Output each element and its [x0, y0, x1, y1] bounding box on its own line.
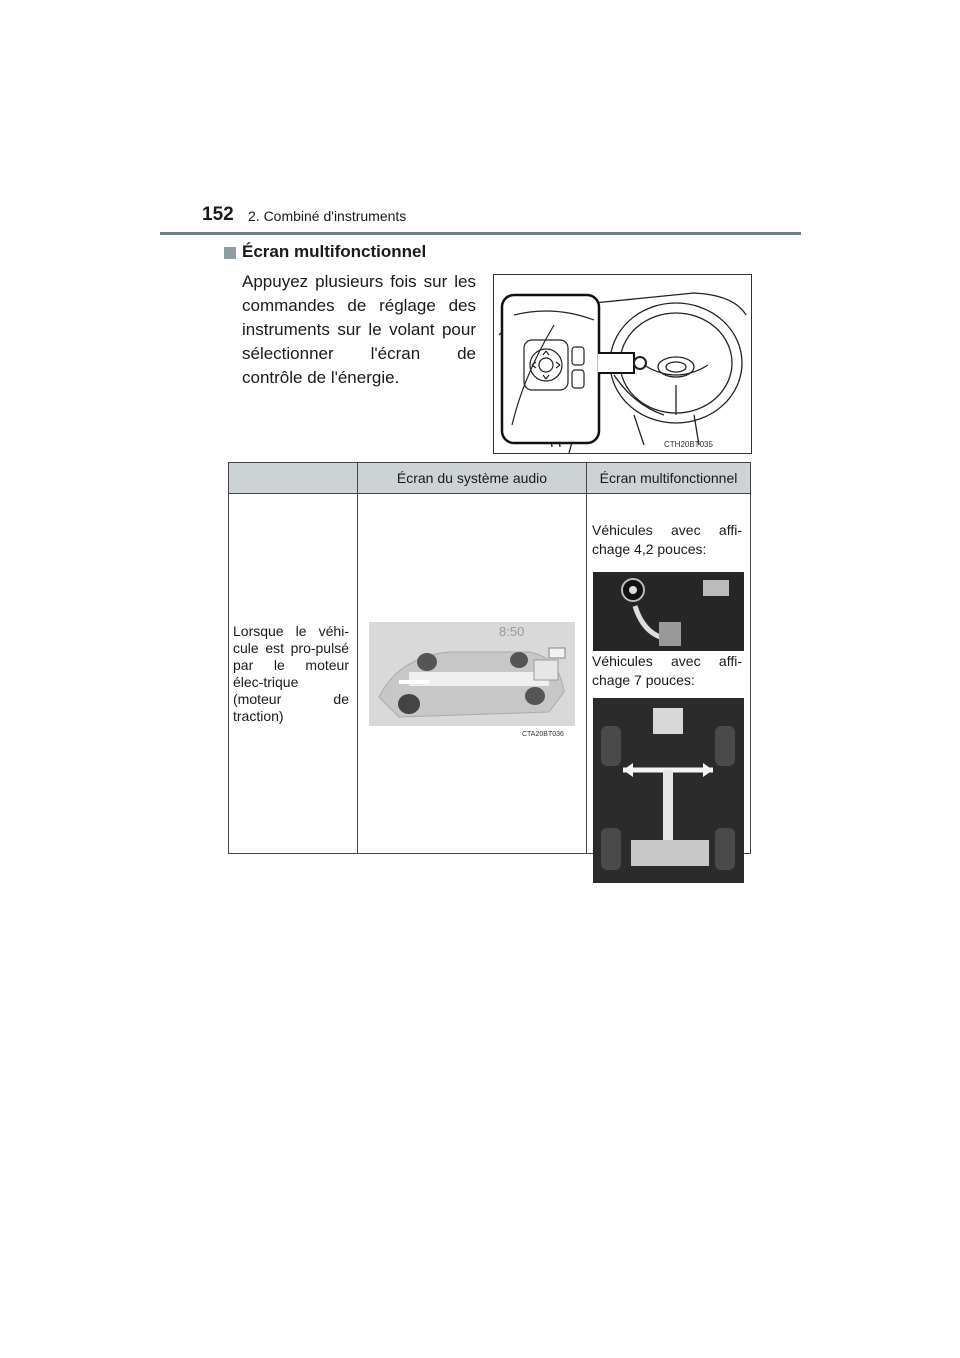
label-7-inch: Véhicules avec affi-chage 7 pouces: [592, 653, 742, 688]
header-cell-empty [229, 463, 358, 494]
page-number: 152 [202, 204, 234, 225]
audio-figure-code: CTA20BT036 [522, 731, 564, 738]
multi-display-cell [587, 494, 751, 854]
header-cell-multi: Écran multifonctionnel [587, 463, 751, 494]
audio-clock: 8:50 [499, 624, 525, 639]
chapter-title: 2. Combiné d'instruments [248, 208, 407, 224]
label-42-inch: Véhicules avec affi-chage 4,2 pouces: [592, 522, 742, 557]
instruction-text: Appuyez plusieurs fois sur les commandes de réglage des instruments sur le volant pour sélectionner l'écran de contrôle de l'énergie. [242, 272, 476, 387]
audio-screen-image [369, 622, 575, 726]
square-bullet-icon [224, 247, 236, 259]
section-title: Écran multifonctionnel [242, 242, 427, 261]
display-42-image [593, 572, 744, 651]
steering-switch-icon [494, 275, 751, 453]
table-row [229, 494, 751, 854]
condition-text: Lorsque le véhi-cule est pro-pulsé par le moteur élec-trique (moteur de traction) [233, 622, 349, 724]
car-energy-illustration [369, 622, 575, 726]
header-rule [160, 232, 801, 235]
header-cell-audio: Écran du système audio [358, 463, 587, 494]
figure-code: CTH20BT035 [664, 440, 713, 449]
audio-screen-cell [358, 494, 587, 854]
display-7-image [593, 698, 744, 883]
energy-monitor-table [228, 462, 751, 854]
steering-wheel-figure [493, 274, 752, 454]
table-header-row [229, 463, 751, 494]
condition-cell [229, 494, 358, 854]
